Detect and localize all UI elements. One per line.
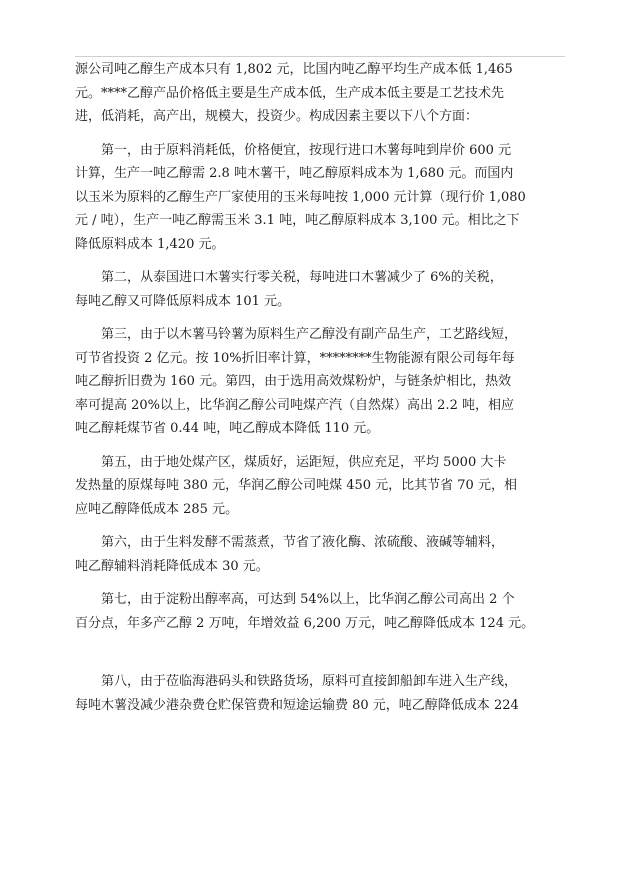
- text-line: 第八，由于莅临海港码头和铁路货场，原料可直接卸船卸车进入生产线，: [75, 674, 518, 689]
- paragraph-gap: [75, 313, 547, 323]
- text-line: 第三，由于以木薯马铃薯为原料生产乙醇没有副产品生产，工艺路线短，: [75, 327, 518, 342]
- text-line: 可节省投资 2 亿元。按 10%折旧率计算，********生物能源有限公司每年每: [75, 350, 515, 366]
- text-line: 吨乙醇耗煤节省 0.44 吨，吨乙醇成本降低 110 元。: [75, 421, 380, 436]
- document-body: [75, 58, 547, 717]
- text-line: 吨乙醇辅料消耗降低成本 30 元。: [75, 558, 269, 574]
- paragraph-third: [75, 323, 547, 441]
- paragraph-gap: [75, 521, 547, 531]
- paragraph-fifth: [75, 451, 547, 522]
- text-line: 每吨乙醇又可降低原料成本 101 元。: [75, 293, 291, 309]
- text-line: 进，低消耗，高产出，规模大，投资少。构成因素主要以下八个方面：: [75, 109, 479, 124]
- paragraph-eighth: [75, 670, 547, 717]
- text-line: 发热量的原煤每吨 380 元，华润乙醇公司吨煤 450 元，比其节省 70 元，相: [75, 478, 517, 493]
- paragraph-second: [75, 266, 547, 313]
- text-line: 元 / 吨），生产一吨乙醇需玉米 3.1 吨，吨乙醇原料成本 3,100 元。相比之下: [75, 213, 520, 228]
- text-line: 第二，从泰国进口木薯实行零关税，每吨进口木薯减少了 6%的关税，: [75, 270, 503, 285]
- paragraph-gap: [75, 256, 547, 266]
- text-line: 每吨木薯没减少港杂费仓贮保管费和短途运输费 80 元，吨乙醇降低成本 224: [75, 697, 519, 713]
- paragraph-gap: [75, 129, 547, 139]
- paragraph-seventh: [75, 588, 547, 635]
- text-line: 元。****乙醇产品价格低主要是生产成本低，生产成本低主要是工艺技术先: [75, 85, 505, 101]
- text-line: 以玉米为原料的乙醇生产厂家使用的玉米每吨按 1,000 元计算（现行价 1,080: [75, 189, 526, 205]
- paragraph-intro: [75, 58, 547, 129]
- paragraph-sixth: [75, 531, 547, 578]
- text-line: 源公司吨乙醇生产成本只有 1,802 元，比国内吨乙醇平均生产成本低 1,465: [75, 62, 513, 77]
- text-line: 吨乙醇折旧费为 160 元。第四，由于选用高效煤粉炉，与链条炉相比，热效: [75, 374, 512, 389]
- text-line: 第一，由于原料消耗低，价格便宜，按现行进口木薯每吨到岸价 600 元: [75, 142, 512, 158]
- text-line: 百分点，年多产乙醇 2 万吨，年增效益 6,200 万元，吨乙醇降低成本 124 元。: [75, 615, 535, 631]
- text-line: 率可提高 20%以上，比华润乙醇公司吨煤产汽（自然煤）高出 2.2 吨，相应: [75, 397, 514, 413]
- text-line: 第六，由于生料发酵不需蒸煮，节省了液化酶、浓硫酸、液碱等辅料，: [75, 535, 505, 550]
- text-line: 应吨乙醇降低成本 285 元。: [75, 501, 239, 517]
- paragraph-gap: [75, 441, 547, 451]
- text-line: 第七，由于淀粉出醇率高，可达到 54%以上，比华润乙醇公司高出 2 个: [75, 592, 515, 607]
- text-line: 第五，由于地处煤产区，煤质好，运距短，供应充足，平均 5000 大卡: [75, 454, 507, 470]
- paragraph-first: [75, 139, 547, 257]
- text-line: 计算，生产一吨乙醇需 2.8 吨木薯干，吨乙醇原料成本为 1,680 元。而国内: [75, 166, 514, 181]
- paragraph-gap: [75, 635, 547, 670]
- text-line: 降低原料成本 1,420 元。: [75, 236, 225, 252]
- paragraph-gap: [75, 578, 547, 588]
- header-rule: [75, 56, 565, 57]
